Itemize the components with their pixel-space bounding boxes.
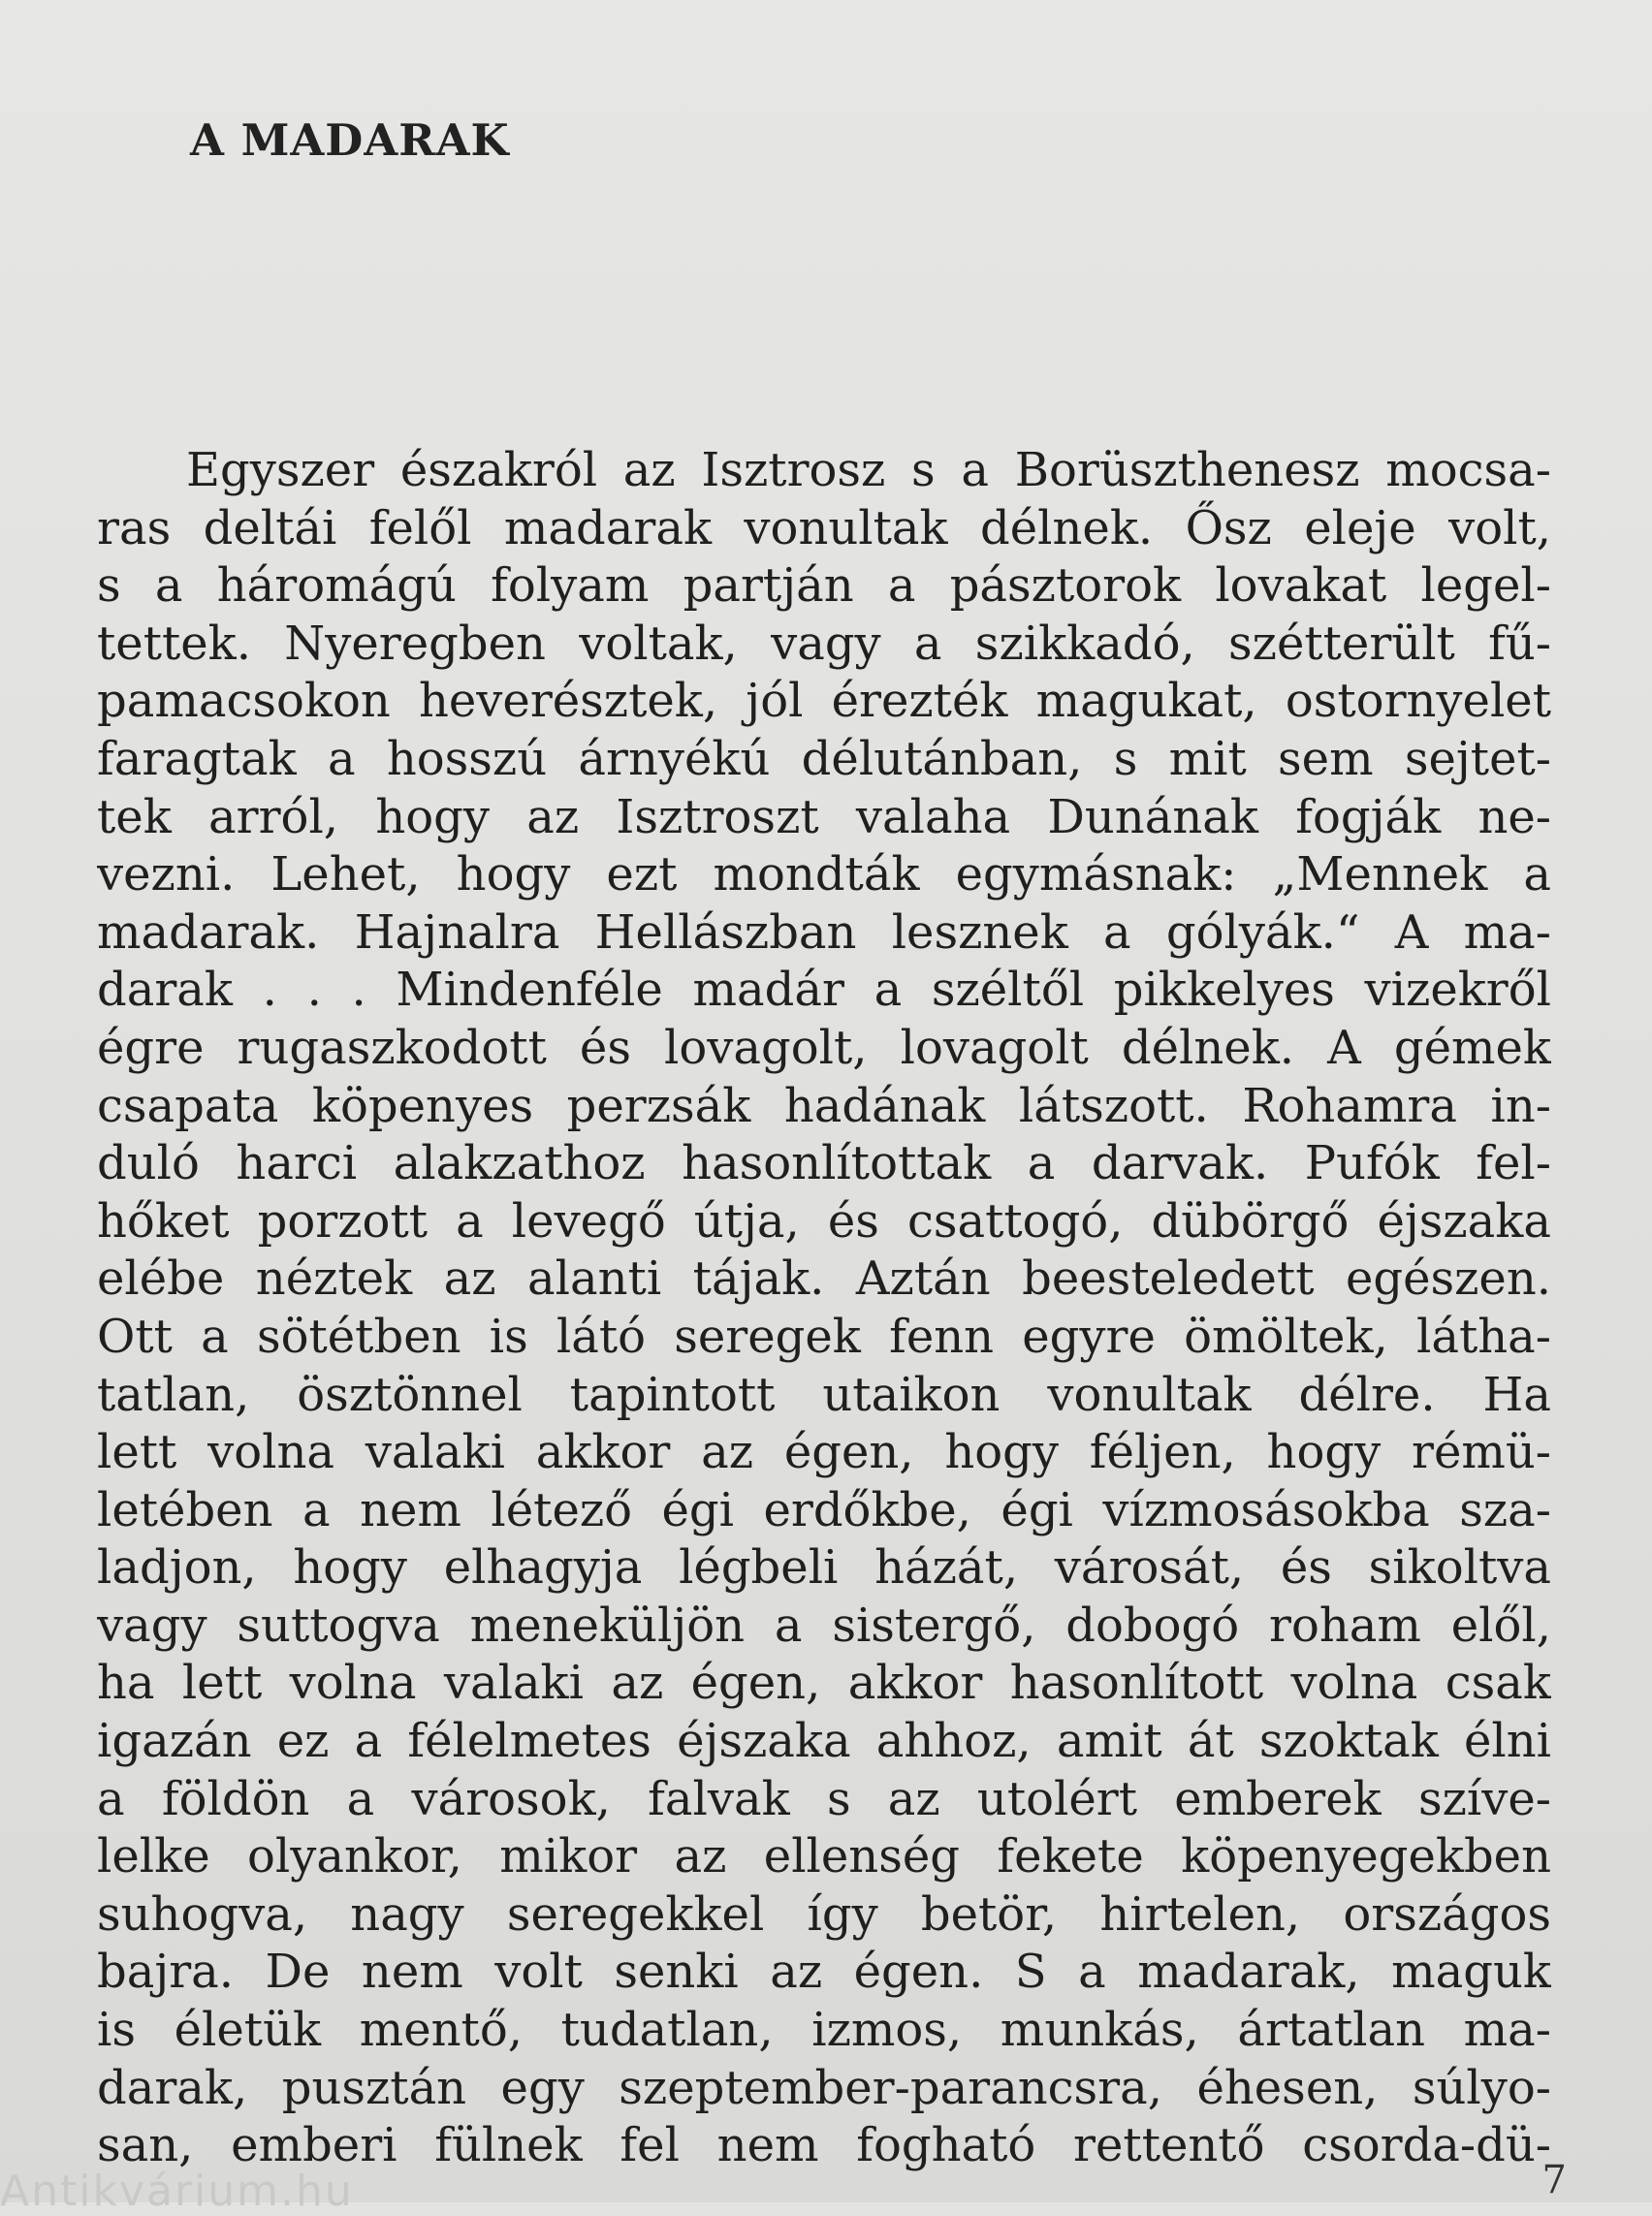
chapter-title: A MADARAK (190, 114, 510, 166)
text-line: s a háromágú folyam partján a pásztorok lovakat legel- (97, 558, 1551, 614)
text-line: san, emberi fülnek fel nem fogható rettentő csorda-dü- (97, 2118, 1551, 2173)
text-line: vezni. Lehet, hogy ezt mondták egymásnak: „Mennek a (97, 847, 1551, 902)
text-line: Ott a sötétben is látó seregek fenn egyre ömöltek, látha- (97, 1309, 1551, 1364)
text-line: csapata köpenyes perzsák hadának látszott. Rohamra in- (97, 1078, 1551, 1133)
text-line: égre rugaszkodott és lovagolt, lovagolt délnek. A gémek (97, 1020, 1551, 1075)
text-line: ras deltái felől madarak vonultak délnek. Ősz eleje volt, (97, 500, 1551, 555)
text-line: pamacsokon heverésztek, jól érezték magukat, ostornyelet (97, 674, 1551, 729)
text-line: madarak. Hajnalra Hellászban lesznek a gólyák.“ A ma- (97, 904, 1551, 960)
text-line: tettek. Nyeregben voltak, vagy a szikkadó, szétterült fű- (97, 616, 1551, 671)
text-line: tatlan, ösztönnel tapintott utaikon vonultak délre. Ha (97, 1367, 1551, 1422)
text-line: lelke olyankor, mikor az ellenség fekete köpenyegekben (97, 1829, 1551, 1884)
text-line: suhogva, nagy seregekkel így betör, hirtelen, országos (97, 1886, 1551, 1942)
watermark: Antikvárium.hu (0, 2167, 354, 2216)
text-line: lett volna valaki akkor az égen, hogy féljen, hogy rémü- (97, 1425, 1551, 1480)
text-line: a földön a városok, falvak s az utolért emberek szíve- (97, 1771, 1551, 1826)
text-line: ladjon, hogy elhagyja légbeli házát, városát, és sikoltva (97, 1540, 1551, 1596)
text-line: ha lett volna valaki az égen, akkor hasonlított volna csak (97, 1656, 1551, 1711)
text-line: hőket porzott a levegő útja, és csattogó, dübörgő éjszaka (97, 1193, 1551, 1249)
text-line: Egyszer északról az Isztrosz s a Borüszthenesz mocsa- (186, 443, 1551, 497)
text-line: bajra. De nem volt senki az égen. S a madarak, maguk (97, 1945, 1551, 2000)
text-line: igazán ez a félelmetes éjszaka ahhoz, amit át szoktak élni (97, 1714, 1551, 1769)
text-line: is életük mentő, tudatlan, izmos, munkás, ártatlan ma- (97, 2003, 1551, 2058)
text-line: duló harci alakzathoz hasonlítottak a darvak. Pufók fel- (97, 1136, 1551, 1191)
text-line: tek arról, hogy az Isztroszt valaha Dunának fogják ne- (97, 789, 1551, 844)
body-paragraph (97, 442, 1551, 2175)
text-line: faragtak a hosszú árnyékú délutánban, s mit sem sejtet- (97, 731, 1551, 786)
text-line: darak, pusztán egy szeptember-parancsra, éhesen, súlyo- (97, 2060, 1551, 2115)
text-line: letében a nem létező égi erdőkbe, égi vízmosásokba sza- (97, 1482, 1551, 1537)
text-line: darak . . . Mindenféle madár a széltől pikkelyes vizekről (97, 963, 1551, 1018)
page-number: 7 (1541, 2158, 1567, 2202)
text-line: vagy suttogva meneküljön a sistergő, dobogó roham elől, (97, 1598, 1551, 1653)
text-line: elébe néztek az alanti tájak. Aztán beesteledett egészen. (97, 1251, 1551, 1307)
